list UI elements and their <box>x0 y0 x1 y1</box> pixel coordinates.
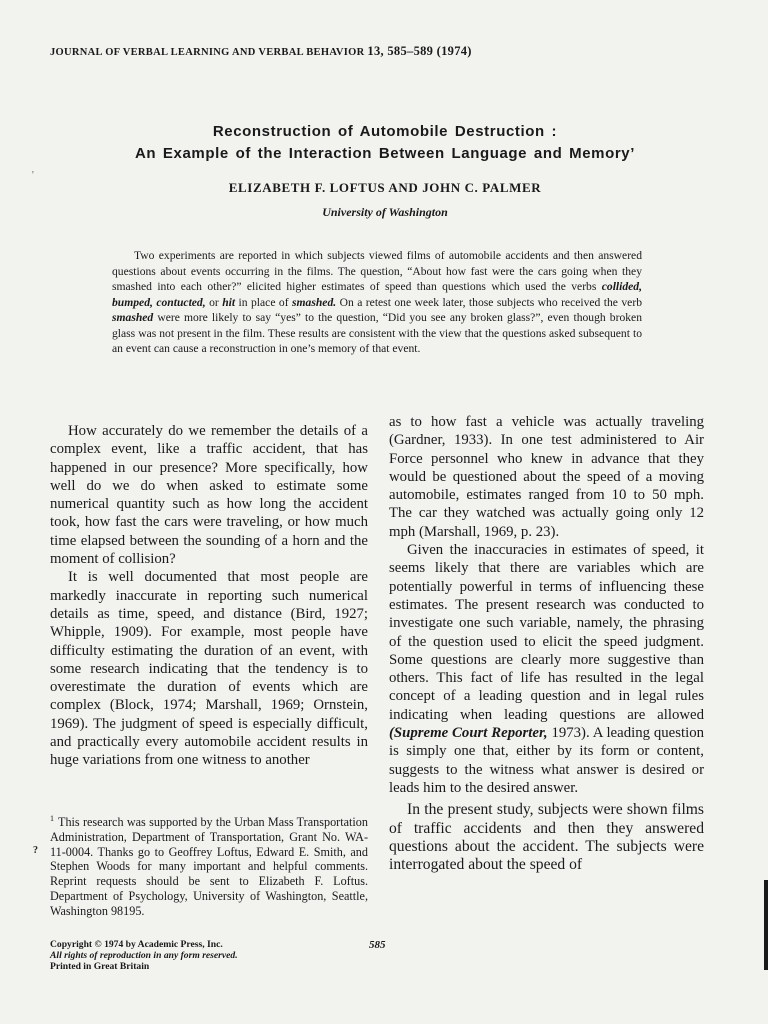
footnote <box>50 812 368 919</box>
page-number: 585 <box>369 939 386 951</box>
journal-volume: 13, 585–589 (1974) <box>367 44 472 58</box>
copyright-line: All rights of reproduction in any form reserved. <box>50 949 238 961</box>
abstract-verb: smashed. <box>292 295 337 309</box>
footnote-marker: 1 <box>50 814 54 823</box>
body-paragraph: It is well documented that most people are markedly inaccurate in reporting such numerical details as time, speed, and distance (Bird, 1927; Whipple, 1909). For example, most people have difficulty estimating the duration of an event, with some research indicating that the tendency is to overestimate the duration of events which are complex (Block, 1974; Marshall, 1969; Ornstein, 1969). The judgment of speed is especially difficult, and practically every automobile accident results in huge variations from one witness to another <box>50 569 368 769</box>
abstract-verb: bumped, <box>112 295 153 309</box>
abstract-verb: hit <box>222 295 236 309</box>
abstract-verb: collided, <box>601 280 642 293</box>
abstract-text: Two experiments are reported in which subjects viewed films of automobile accidents and then answered questions about events occurring in the films. The question, “About how fast were the cars going when they smashed into each other?” elicited higher estimates of speed than questions which used the verbs <box>112 249 642 293</box>
body-text: In the present study, subjects were shown films of traffic accidents and then they answered questions about the accident. The subjects were interrogated about the speed of <box>389 801 704 874</box>
body-paragraph <box>389 541 704 797</box>
footnote-text: This research was supported by the Urban Mass Transportation Administration, Department of Transportation, Grant No. WA-11-0004. Thanks go to Geoffrey Loftus, Edward E. Smith, and Stephen Woods for many important and helpful comments. Reprint requests should be sent to Elizabeth F. Loftus. Department of Psychology, University of Washington, Seattle, Washington 98195. <box>50 815 368 918</box>
right-column <box>389 413 704 874</box>
article-title-line2: An Example of the Interaction Between Language and Memory’ <box>134 145 636 162</box>
abstract-text: in place of <box>235 295 293 309</box>
article-title-line1: Reconstruction of Automobile Destruction : <box>212 123 558 140</box>
journal-name: JOURNAL OF VERBAL LEARNING AND VERBAL BEHAVIOR <box>50 47 365 58</box>
abstract-verb: contucted, <box>156 295 206 309</box>
copyright-line: Printed in Great Britain <box>50 960 150 972</box>
scan-mark: ' <box>32 170 34 181</box>
abstract <box>112 248 642 357</box>
body-paragraph <box>389 801 704 874</box>
affiliation: University of Washington <box>322 205 448 219</box>
body-paragraph: as to how fast a vehicle was actually traveling (Gardner, 1933). In one test administered to Air Force personnel who knew in advance that they would be questioned about the speed of a moving automobile, estimates ranged from 10 to 50 mph. The car they watched was actually going only 12 mph (Marshall, 1969, p. 23). <box>389 414 704 540</box>
authors: ELIZABETH F. LOFTUS AND JOHN C. PALMER <box>228 180 542 195</box>
left-column <box>50 422 368 770</box>
abstract-verb: smashed <box>112 311 154 324</box>
copyright-notice <box>50 940 238 972</box>
abstract-text: On a retest one week later, those subjects who received the verb <box>336 295 642 309</box>
citation: (Supreme Court Reporter, <box>389 725 548 742</box>
journal-header <box>50 44 472 59</box>
scan-edge <box>764 880 768 970</box>
copyright-line: Copyright © 1974 by Academic Press, Inc. <box>50 939 223 950</box>
abstract-text: were more likely to say “yes” to the question, “Did you see any broken glass?”, even though broken glass was not present in the film. These results are consistent with the view that the questions asked subsequent to an event can cause a reconstruction in one’s memory of that event. <box>112 311 642 355</box>
body-text: 1973). A leading question is simply one that, either by its form or content, suggests to the witness what answer is desired or leads him to the desired answer. <box>389 725 705 796</box>
body-paragraph: How accurately do we remember the details of a complex event, like a traffic accident, that has happened in our presence? More specifically, how well do we do when asked to estimate some numerical quantity such as how long the accident took, how fast the cars were traveling, or how much time elapsed between the sounding of a horn and the moment of collision? <box>50 423 368 568</box>
abstract-sep: or <box>205 295 223 309</box>
margin-mark: ? <box>33 845 38 856</box>
body-text: Given the inaccuracies in estimates of speed, it seems likely that there are variables which are potentially powerful in terms of influencing these estimates. The present research was conducted to investigate one such variable, namely, the phrasing of the question used to elicit the speed judgment. Some questions are clearly more suggestive than others. This fact of life has resulted in the legal concept of a leading question and in legal rules indicating when leading questions are allowed <box>389 542 704 723</box>
